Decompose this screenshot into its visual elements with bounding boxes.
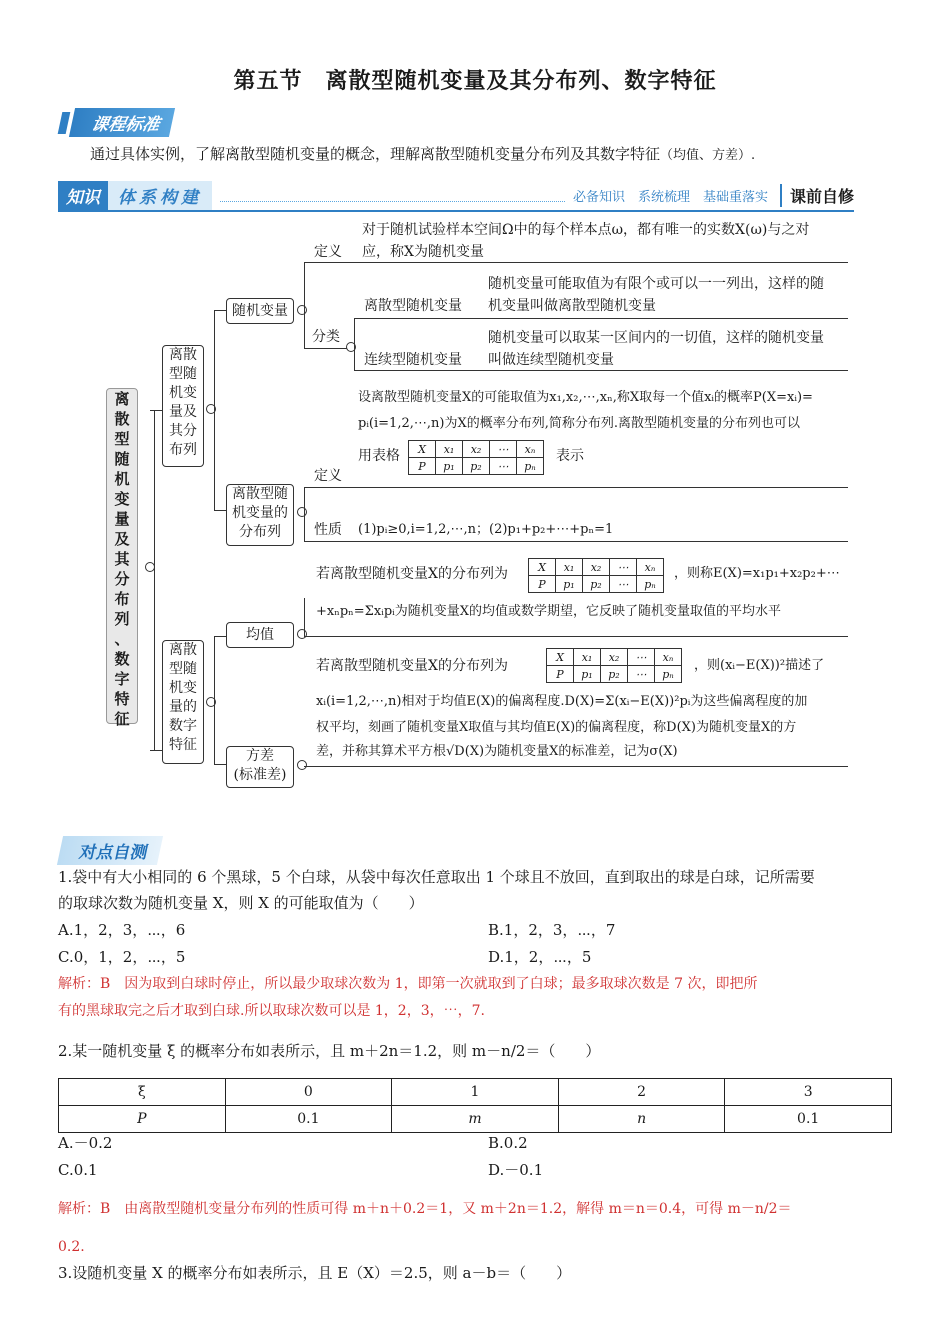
self-test-banner <box>60 836 160 865</box>
q2-option-d: D.－0.1 <box>488 1161 544 1179</box>
mini-cell: x₁ <box>556 559 583 576</box>
connector <box>304 598 305 636</box>
mini-cell: xₙ <box>517 441 544 458</box>
connector <box>150 410 162 411</box>
root-char: 随 <box>114 450 130 468</box>
q3-line1: 3.设随机变量 X 的概率分布如表所示，且 E（X）＝2.5，则 a－b＝（ ） <box>58 1264 572 1282</box>
course-standard-label: 课程标准 <box>69 108 175 137</box>
mini-cell: ⋯ <box>610 559 637 576</box>
q2-option-a: A.－0.2 <box>58 1134 113 1152</box>
mini-cell: p₂ <box>583 576 610 593</box>
var-text-1: 若离散型随机变量X的分布列为 <box>316 658 508 674</box>
pre-class-label: 课前自修 <box>780 184 854 207</box>
q2-line1: 2.某一随机变量 ξ 的概率分布如表所示，且 m＋2n＝1.2，则 m－n/2＝（ ） <box>58 1042 601 1060</box>
root-char: 布 <box>114 590 130 608</box>
connector <box>214 310 215 510</box>
var-text-2: ，则(xᵢ−E(X))²描述了 <box>694 658 825 673</box>
root-char: 列 <box>114 610 130 628</box>
mean-mini-table <box>528 558 664 593</box>
collapse-dot-icon <box>297 760 307 770</box>
mean-text-2: ，则称E(X)=x₁p₁+x₂p₂+⋯ <box>674 566 840 581</box>
root-char: 及 <box>114 530 130 548</box>
mini-cell: pₙ <box>517 458 544 475</box>
mini-cell: xₙ <box>637 559 664 576</box>
knowledge-label-a: 知识 <box>58 181 108 210</box>
connector <box>214 310 226 311</box>
connector <box>304 636 848 637</box>
mini-cell: x₂ <box>463 441 490 458</box>
knowledge-tags: 必备知识 系统梳理 基础重落实 <box>572 189 768 205</box>
q2-table-row <box>59 1079 892 1106</box>
mini-cell: x₁ <box>574 649 601 666</box>
root-char: 分 <box>114 570 130 588</box>
mini-cell: xₙ <box>655 649 682 666</box>
connector <box>214 636 226 637</box>
label-dist-definition: 定义 <box>314 468 342 484</box>
mini-row-x <box>547 649 682 666</box>
q2-option-b: B.0.2 <box>488 1134 528 1152</box>
q1-line1: 1.袋中有大小相同的 6 个黑球，5 个白球，从袋中每次任意取出 1 个球且不放回，直到取出的球是白球，记所需要 <box>58 868 815 886</box>
definition-text-2: 应，称X为随机变量 <box>362 244 484 260</box>
knowledge-banner <box>58 180 854 210</box>
mini-cell: x₁ <box>436 441 463 458</box>
self-test-label: 对点自测 <box>57 836 163 865</box>
root-node <box>106 388 138 728</box>
mini-cell: P <box>529 576 556 593</box>
var-mini-table <box>546 648 682 683</box>
mean-text-1: 若离散型随机变量X的分布列为 <box>316 566 508 582</box>
course-standard-banner <box>60 108 172 137</box>
connector <box>154 410 155 750</box>
mini-cell: x₂ <box>601 649 628 666</box>
discrete-rv-text-2: 机变量叫做离散型随机变量 <box>488 298 656 314</box>
node-continuous-rv: 连续型随机变量 <box>364 352 462 368</box>
mini-cell: X <box>409 441 436 458</box>
mini-cell: ⋯ <box>628 649 655 666</box>
q1-option-d: D.1，2，⋯，5 <box>488 948 592 966</box>
var-text-5: 差，并称其算术平方根√D(X)为随机变量X的标准差，记为σ(X) <box>316 744 678 759</box>
q2-table-cell: 0.1 <box>725 1106 892 1133</box>
node-random-variable: 随机变量 <box>226 298 294 324</box>
continuous-rv-text-1: 随机变量可以取某一区间内的一切值，这样的随机变量 <box>488 330 824 346</box>
mini-cell: p₂ <box>463 458 490 475</box>
connector <box>354 318 355 370</box>
var-text-3: xᵢ(i=1,2,⋯,n)相对于均值E(X)的偏离程度.D(X)=Σ(xᵢ−E(X))²pᵢ为这些偏离程度的加 <box>316 694 808 709</box>
root-char: 机 <box>114 470 130 488</box>
q2-answer-line2: 0.2. <box>58 1239 85 1255</box>
q2-table-cell: 0 <box>225 1079 392 1106</box>
q1-answer-line1: 解析：B 因为取到白球时停止，所以最少取球次数为 1，即第一次就取到了白球；最多取球次数是 7 次，即把所 <box>58 976 758 992</box>
q2-table-cell: P <box>59 1106 226 1133</box>
mini-cell: X <box>529 559 556 576</box>
knowledge-label-b: 体系构建 <box>108 181 212 210</box>
q1-option-b: B.1，2，3，⋯，7 <box>488 921 616 939</box>
property-text: (1)pᵢ≥0,i=1,2,⋯,n；(2)p₁+p₂+⋯+pₙ=1 <box>358 522 614 537</box>
root-char: 特 <box>114 690 130 708</box>
mini-cell: ⋯ <box>628 666 655 683</box>
dist-text-3: 用表格 <box>358 448 400 464</box>
definition-text-1: 对于随机试验样本空间Ω中的每个样本点ω，都有唯一的实数X(ω)与之对 <box>362 222 810 238</box>
q2-table-cell: 0.1 <box>225 1106 392 1133</box>
course-standard-text <box>90 143 755 164</box>
mini-row-x <box>409 441 544 458</box>
dotted-divider <box>220 189 565 202</box>
page-title: 第五节 离散型随机变量及其分布列、数字特征 <box>233 69 717 94</box>
root-char: 离 <box>114 390 130 408</box>
mini-cell: p₁ <box>436 458 463 475</box>
root-char: 、 <box>114 630 130 648</box>
node-discrete-rv: 离散型随机变量 <box>364 298 462 314</box>
connector <box>354 318 848 319</box>
connector <box>214 510 226 511</box>
q2-table-cell: m <box>392 1106 559 1133</box>
collapse-dot-icon <box>297 305 307 315</box>
continuous-rv-text-2: 叫做连续型随机变量 <box>488 352 614 368</box>
mini-cell: P <box>547 666 574 683</box>
q2-table-cell: 3 <box>725 1079 892 1106</box>
branch-distribution: 离散 型随 机变 量及 其分 布列 <box>162 345 204 467</box>
q1-option-a: A.1，2，3，⋯，6 <box>58 921 186 939</box>
connector <box>214 636 215 764</box>
connector <box>304 262 305 348</box>
root-char: 变 <box>114 490 130 508</box>
node-mean: 均值 <box>226 622 294 648</box>
node-variance: 方差 (标准差) <box>226 746 294 788</box>
label-property: 性质 <box>314 522 342 538</box>
mini-cell: P <box>409 458 436 475</box>
root-char: 其 <box>114 550 130 568</box>
connector <box>150 750 162 751</box>
root-char: 型 <box>114 430 130 448</box>
connector <box>304 487 305 541</box>
connector <box>214 764 226 765</box>
node-distribution: 离散型随 机变量的 分布列 <box>226 484 294 546</box>
dist-text-2: pᵢ(i=1,2,⋯,n)为X的概率分布列,简称分布列.离散型随机变量的分布列也可以 <box>358 416 800 431</box>
mini-row-x <box>529 559 664 576</box>
banner-stripe-icon <box>58 112 71 134</box>
discrete-rv-text-1: 随机变量可能取值为有限个或可以一一列出，这样的随 <box>488 276 824 292</box>
q1-option-c: C.0，1，2，⋯，5 <box>58 948 186 966</box>
mini-cell: ⋯ <box>490 458 517 475</box>
root-char: 散 <box>114 410 130 428</box>
mini-cell: p₁ <box>556 576 583 593</box>
mini-cell: pₙ <box>637 576 664 593</box>
dist-text-1: 设离散型随机变量X的可能取值为x₁,x₂,⋯,xₙ,称X取每一个值xᵢ的概率P(X=xᵢ)= <box>358 390 813 405</box>
mini-row-p <box>529 576 664 593</box>
q2-option-c: C.0.1 <box>58 1161 98 1179</box>
q1-line2: 的取球次数为随机变量 X，则 X 的可能取值为（ ） <box>58 894 424 912</box>
mini-cell: p₁ <box>574 666 601 683</box>
knowledge-underline <box>58 210 854 212</box>
q2-table <box>58 1078 892 1133</box>
q2-table-cell: 1 <box>392 1079 559 1106</box>
connector <box>304 487 848 488</box>
collapse-dot-icon <box>297 507 307 517</box>
mean-text-3: +xₙpₙ=Σxᵢpᵢ为随机变量X的均值或数学期望，它反映了随机变量取值的平均水平 <box>316 604 782 619</box>
mini-cell: ⋯ <box>610 576 637 593</box>
label-classify: 分类 <box>312 329 340 345</box>
root-char: 量 <box>114 510 130 528</box>
label-definition: 定义 <box>314 244 342 260</box>
mini-cell: p₂ <box>601 666 628 683</box>
standard-note: （均值、方差）. <box>660 148 756 163</box>
root-char: 征 <box>114 710 130 728</box>
mini-cell: pₙ <box>655 666 682 683</box>
q2-table-cell: ξ <box>59 1079 226 1106</box>
dist-mini-table <box>408 440 544 475</box>
var-text-4: 权平均，刻画了随机变量X取值与其均值E(X)的偏离程度，称D(X)为随机变量X的方 <box>316 720 797 735</box>
q1-answer-line2: 有的黑球取完之后才取到白球.所以取球次数可以是 1，2，3，⋯，7. <box>58 1003 485 1019</box>
root-char: 字 <box>114 670 130 688</box>
q2-table-cell: n <box>558 1106 725 1133</box>
q2-table-cell: 2 <box>558 1079 725 1106</box>
collapse-dot-icon <box>297 629 307 639</box>
dist-text-4: 表示 <box>556 448 584 464</box>
standard-main: 通过具体实例，了解离散型随机变量的概念，理解离散型随机变量分布列及其数字特征 <box>90 145 661 163</box>
mini-row-p <box>409 458 544 475</box>
root-char: 数 <box>114 650 130 668</box>
mini-cell: X <box>547 649 574 666</box>
mini-cell: ⋯ <box>490 441 517 458</box>
branch-features: 离散 型随 机变 量的 数字 特征 <box>162 640 204 764</box>
mini-row-p <box>547 666 682 683</box>
connector <box>304 766 848 767</box>
q2-table-row <box>59 1106 892 1133</box>
mini-cell: x₂ <box>583 559 610 576</box>
q2-answer-line1: 解析：B 由离散型随机变量分布列的性质可得 m＋n＋0.2＝1，又 m＋2n＝1.2，解得 m＝n＝0.4，可得 m－n/2＝ <box>58 1201 792 1217</box>
